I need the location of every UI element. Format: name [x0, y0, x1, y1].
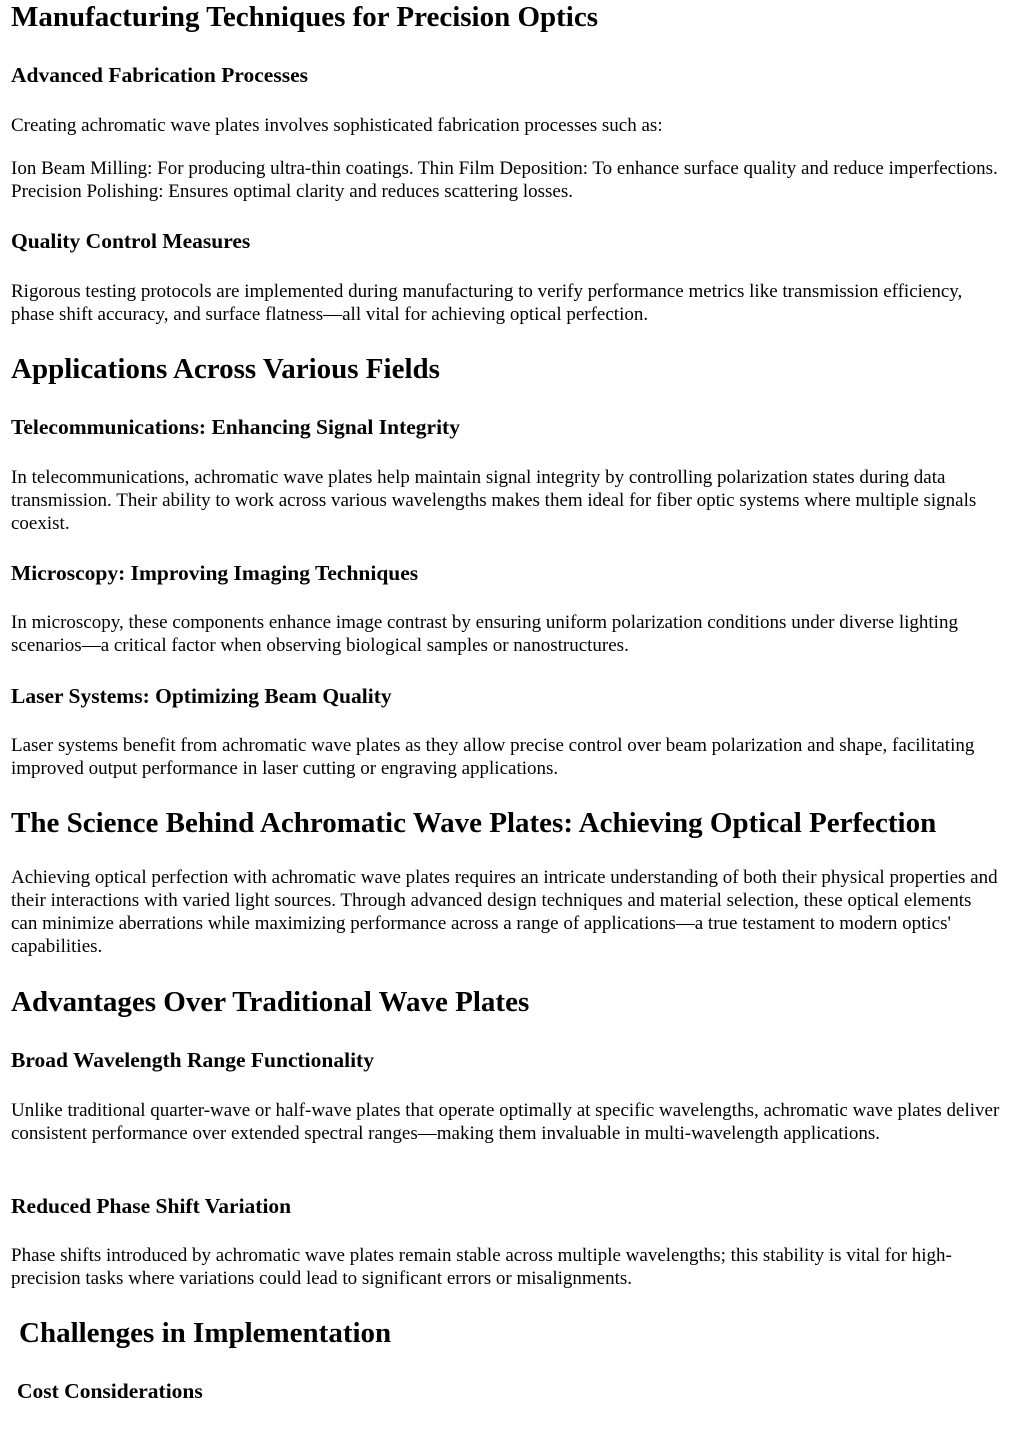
subheading-broad-wavelength: Broad Wavelength Range Functionality [11, 1048, 374, 1072]
paragraph-microscopy: In microscopy, these components enhance image contrast by ensuring uniform polarization conditions under diverse lighting scenarios—a critical factor when observing biological samples or nanostructures. [11, 612, 958, 656]
paragraph-laser-systems: Laser systems benefit from achromatic wave plates as they allow precise control over beam polarization and shape, facilitating improved output performance in laser cutting or engraving applications. [11, 735, 975, 779]
paragraph-quality-control: Rigorous testing protocols are implemented during manufacturing to verify performance metrics like transmission efficiency, phase shift accuracy, and surface flatness—all vital for achieving optical perfection. [11, 281, 963, 325]
subheading-telecommunications: Telecommunications: Enhancing Signal Integrity [11, 415, 460, 439]
subheading-cost-considerations: Cost Considerations [17, 1379, 203, 1403]
section-heading-challenges: Challenges in Implementation [19, 1317, 392, 1349]
paragraph-broad-wavelength: Unlike traditional quarter-wave or half-wave plates that operate optimally at specific wavelengths, achromatic wave plates deliver consistent performance over extended spectral ranges—making them invaluable in multi-wavelength applications. [11, 1100, 1000, 1144]
section-heading-manufacturing: Manufacturing Techniques for Precision Optics [11, 1, 599, 33]
paragraph-phase-shift: Phase shifts introduced by achromatic wave plates remain stable across multiple wavelengths; this stability is vital for high-precision tasks where variations could lead to significant errors or misalignments. [11, 1245, 952, 1289]
paragraph-fabrication-intro: Creating achromatic wave plates involves sophisticated fabrication processes such as: [11, 115, 663, 136]
section-heading-science: The Science Behind Achromatic Wave Plates: Achieving Optical Perfection [11, 807, 937, 839]
subheading-laser-systems: Laser Systems: Optimizing Beam Quality [11, 684, 392, 708]
subheading-quality-control: Quality Control Measures [11, 229, 251, 253]
subheading-microscopy: Microscopy: Improving Imaging Techniques [11, 561, 419, 585]
subheading-advanced-fabrication: Advanced Fabrication Processes [11, 63, 308, 87]
paragraph-fabrication-list: Ion Beam Milling: For producing ultra-thin coatings. Thin Film Deposition: To enhance surface quality and reduce imperfections. Precision Polishing: Ensures optimal clarity and reduces scattering losses. [11, 158, 998, 202]
section-heading-applications: Applications Across Various Fields [11, 353, 440, 385]
paragraph-telecommunications: In telecommunications, achromatic wave plates help maintain signal integrity by controlling polarization states during data transmission. Their ability to work across various wavelengths makes them ideal for fiber optic systems where multiple signals coexist. [11, 467, 977, 534]
paragraph-science: Achieving optical perfection with achromatic wave plates requires an intricate understanding of both their physical properties and their interactions with varied light sources. Through advanced design techniques and material selection, these optical elements can minimize aberrations while maximizing performance across a range of applications—a true testament to modern optics' capabilities. [11, 867, 998, 957]
section-heading-advantages: Advantages Over Traditional Wave Plates [11, 986, 530, 1018]
subheading-phase-shift: Reduced Phase Shift Variation [11, 1194, 292, 1218]
